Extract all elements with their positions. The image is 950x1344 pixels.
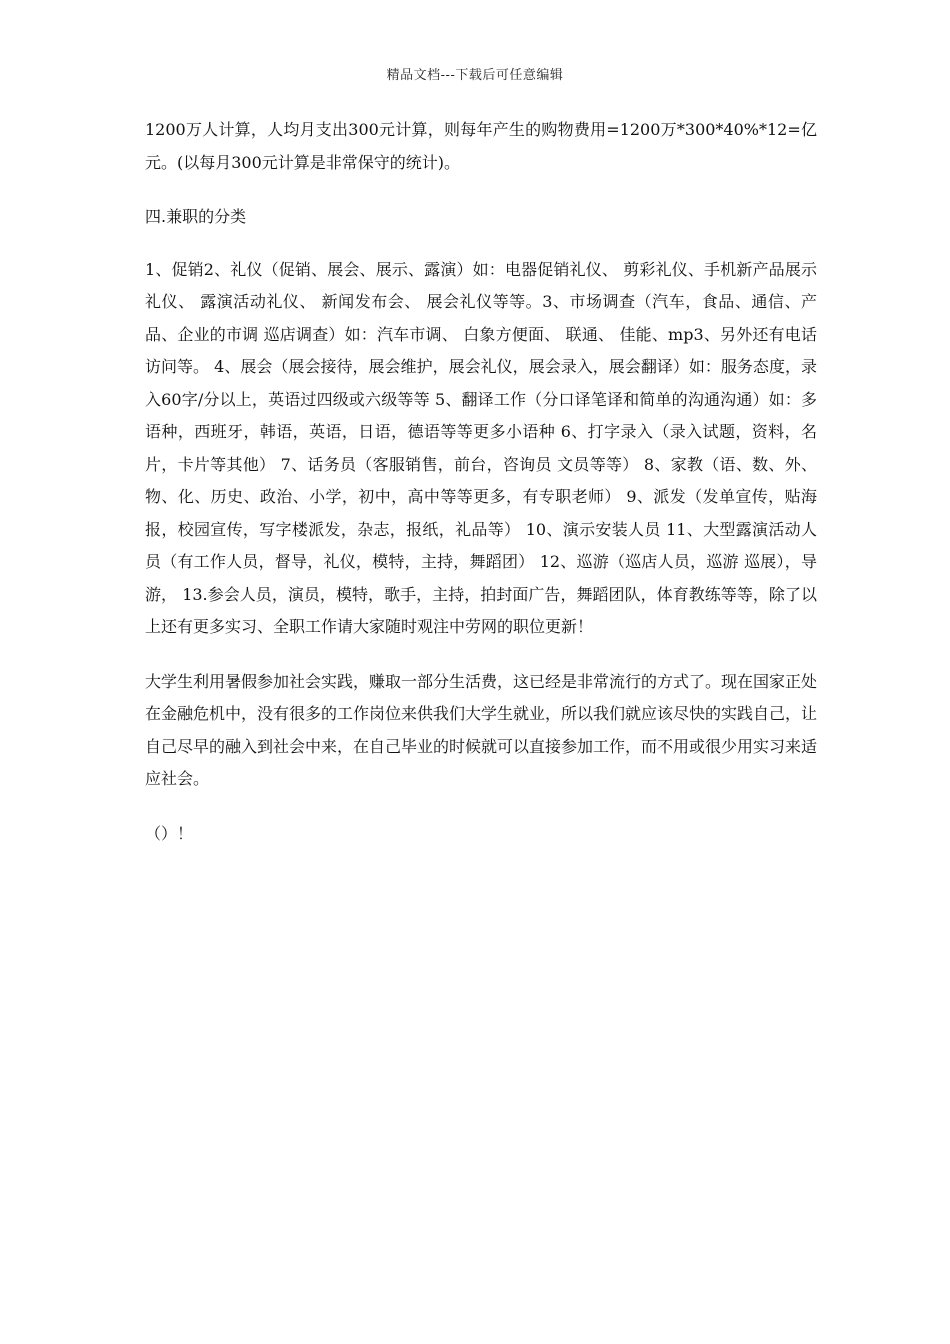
paragraph-shopping-estimate: 1200万人计算，人均月支出300元计算，则每年产生的购物费用=1200万*300*40%*12=亿元。(以每月300元计算是非常保守的统计)。 (145, 120, 817, 172)
paragraph-job-categories: 1、促销2、礼仪（促销、展会、展示、露演）如：电器促销礼仪、 剪彩礼仪、手机新产品展示礼仪、 露演活动礼仪、 新闻发布会、 展会礼仪等等。3、市场调查（汽车，食品、通信、产品、企业的市调 巡店调查）如：汽车市调、 白象方便面、 联通、 佳能、mp3、另外还有电话访问等。 4、展会（展会接待，展会维护，展会礼仪，展会录入，展会翻译）如：服务态度，录入60字/分以上，英语过四级或六级等等 5、翻译工作（分口译笔译和简单的沟通沟通）如：多语种，西班牙，韩语，英语，日语，德语等等更多小语种 6、打字录入（录入试题，资料，名片，卡片等其他） 7、话务员（客服销售，前台，咨询员 文员等等） 8、家教（语、数、外、物、化、历史、政治、小学，初中，高中等等更多，有专职老师） 9、派发（发单宣传，贴海报，校园宣传，写字楼派发，杂志，报纸，礼品等） 10、演示安装人员 11、大型露演活动人员（有工作人员，督导，礼仪，模特，主持，舞蹈团） 12、巡游（巡店人员，巡游 巡展），导游， 13.参会人员，演员，模特，歌手，主持，拍封面广告，舞蹈团队，体育教练等等，除了以上还有更多实习、全职工作请大家随时观注中劳网的职位更新！ (145, 259, 817, 636)
section-heading: 四.兼职的分类 (145, 207, 247, 226)
paragraph-summer-practice: 大学生利用暑假参加社会实践，赚取一部分生活费，这已经是非常流行的方式了。现在国家正处在金融危机中，没有很多的工作岗位来供我们大学生就业，所以我们就应该尽快的实践自己，让自己尽早的融入到社会中来，在自己毕业的时候就可以直接参加工作，而不用或很少用实习来适应社会。 (145, 671, 818, 788)
paragraph-closing: （）！ (145, 823, 194, 843)
document-body (145, 114, 817, 872)
page-header: 精品文档---下载后可任意编辑 (386, 68, 564, 83)
